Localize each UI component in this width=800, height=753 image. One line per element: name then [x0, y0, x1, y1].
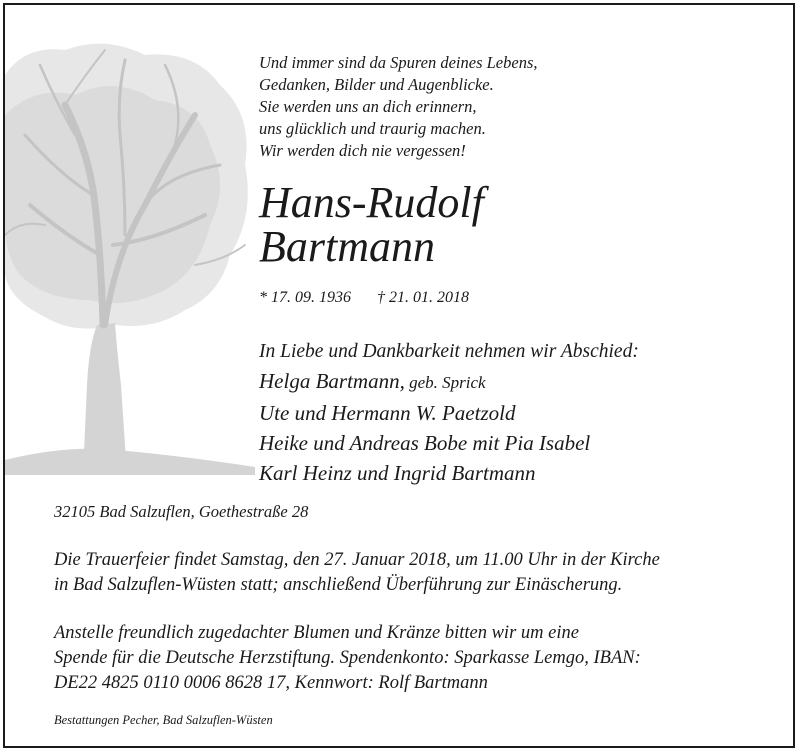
donation-notice — [54, 621, 641, 696]
mourning-address: 32105 Bad Salzuflen, Goethestraße 28 — [54, 502, 309, 521]
deceased-name — [259, 178, 484, 271]
family-member — [259, 366, 590, 398]
obituary-frame — [3, 3, 795, 748]
donation-line: Anstelle freundlich zugedachter Blumen und Kränze bitten wir um eine — [54, 623, 579, 643]
memorial-poem — [259, 52, 538, 162]
family-list — [259, 366, 590, 488]
ceremony-line: Die Trauerfeier findet Samstag, den 27. Januar 2018, um 11.00 Uhr in der Kirche — [54, 550, 660, 570]
donation-line: Spende für die Deutsche Herzstiftung. Spendenkonto: Sparkasse Lemgo, IBAN: — [54, 648, 641, 668]
bare-tree-icon — [5, 5, 255, 475]
ceremony-notice — [54, 548, 660, 598]
family-member — [259, 428, 590, 458]
family-member-name: Ute und Hermann W. Paetzold — [259, 401, 516, 425]
poem-line: uns glücklich und traurig machen. — [259, 119, 486, 138]
farewell-line: In Liebe und Dankbarkeit nehmen wir Abschied: — [259, 341, 639, 362]
donation-line: DE22 4825 0110 0006 8628 17, Kennwort: Rolf Bartmann — [54, 673, 488, 693]
poem-line: Und immer sind da Spuren deines Lebens, — [259, 53, 538, 72]
family-member — [259, 398, 590, 428]
life-dates — [259, 288, 469, 308]
birth-date: * 17. 09. 1936 — [259, 289, 351, 306]
family-member-name: Heike und Andreas Bobe mit Pia Isabel — [259, 431, 591, 455]
family-member-name: Helga Bartmann, — [259, 369, 405, 393]
ceremony-line: in Bad Salzuflen-Wüsten statt; anschließend Überführung zur Einäscherung. — [54, 575, 623, 595]
poem-line: Gedanken, Bilder und Augenblicke. — [259, 75, 494, 94]
death-date: † 21. 01. 2018 — [377, 289, 469, 306]
undertaker-credit: Bestattungen Pecher, Bad Salzuflen-Wüsten — [54, 713, 273, 727]
family-member — [259, 458, 590, 488]
deceased-first-name: Hans-Rudolf — [259, 178, 484, 227]
family-member-note: geb. Sprick — [404, 373, 486, 392]
poem-line: Sie werden uns an dich erinnern, — [259, 97, 477, 116]
deceased-last-name: Bartmann — [259, 222, 435, 271]
poem-line: Wir werden dich nie vergessen! — [259, 141, 466, 160]
family-member-name: Karl Heinz und Ingrid Bartmann — [259, 461, 536, 485]
